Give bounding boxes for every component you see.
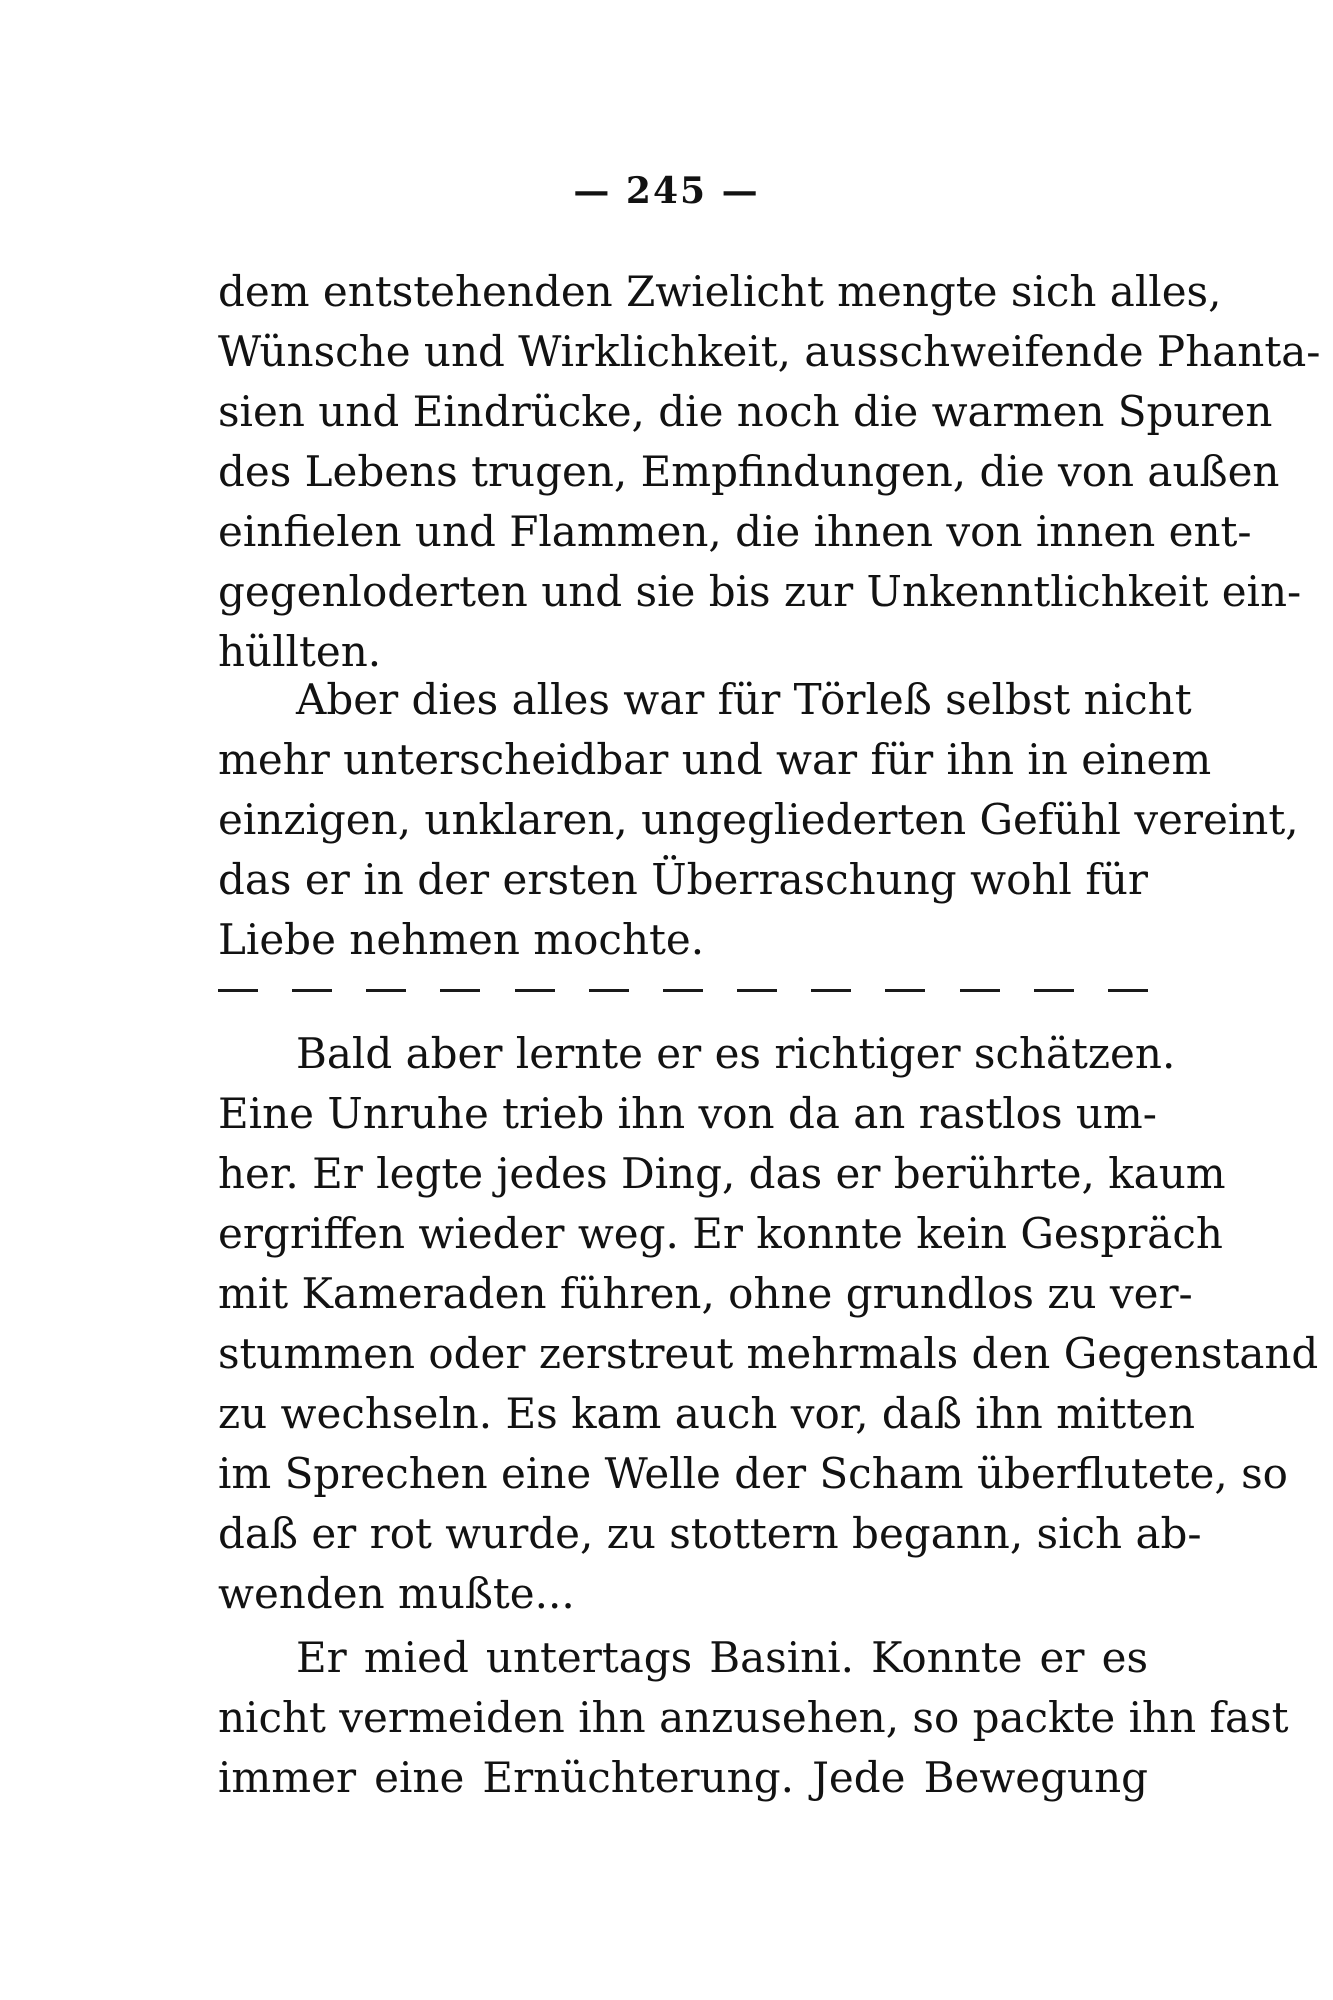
text-line: wenden mußte... <box>218 1569 575 1618</box>
paragraph-2 <box>218 670 1299 970</box>
text-line: des Lebens trugen, Empfindungen, die von außen <box>218 447 1280 496</box>
text-line: zu wechseln. Es kam auch vor, daß ihn mitten <box>218 1389 1196 1438</box>
text-line: Wünsche und Wirklichkeit, ausschweifende Phanta- <box>218 327 1321 376</box>
paragraph-1 <box>218 262 1321 682</box>
page-number: — 245 — <box>573 170 760 212</box>
text-line: sien und Eindrücke, die noch die warmen Spuren <box>218 387 1273 436</box>
text-line: her. Er legte jedes Ding, das er berührte, kaum <box>218 1149 1226 1198</box>
text-line: nicht vermeiden ihn anzusehen, so packte ihn fast <box>218 1693 1289 1742</box>
text-line: immer eine Ernüchterung. Jede Bewegung <box>218 1753 1148 1802</box>
text-line: Eine Unruhe trieb ihn von da an rastlos um- <box>218 1089 1157 1138</box>
text-line: daß er rot wurde, zu stottern begann, sich ab- <box>218 1509 1202 1558</box>
text-line: im Sprechen eine Welle der Scham überflutete, so <box>218 1449 1288 1498</box>
text-line: Aber dies alles war für Törleß selbst nicht <box>296 675 1192 724</box>
text-line: gegenloderten und sie bis zur Unkenntlichkeit ein- <box>218 567 1302 616</box>
text-line: ergriffen wieder weg. Er konnte kein Gespräch <box>218 1209 1223 1258</box>
text-line: Liebe nehmen mochte. <box>218 915 705 964</box>
section-separator <box>218 985 1148 997</box>
text-line: einzigen, unklaren, ungegliederten Gefühl vereint, <box>218 795 1299 844</box>
text-line: Er mied untertags Basini. Konnte er es <box>296 1633 1148 1682</box>
paragraph-4 <box>218 1628 1289 1808</box>
text-line: mit Kameraden führen, ohne grundlos zu ver- <box>218 1269 1193 1318</box>
text-line: stummen oder zerstreut mehrmals den Gegenstand <box>218 1329 1319 1378</box>
text-line: Bald aber lernte er es richtiger schätzen. <box>296 1029 1176 1078</box>
text-line: mehr unterscheidbar und war für ihn in einem <box>218 735 1212 784</box>
text-line: das er in der ersten Überraschung wohl für <box>218 855 1148 904</box>
paragraph-3 <box>218 1024 1319 1624</box>
text-line: hüllten. <box>218 627 382 676</box>
text-line: dem entstehenden Zwielicht mengte sich alles, <box>218 267 1222 316</box>
text-line: einfielen und Flammen, die ihnen von innen ent- <box>218 507 1252 556</box>
